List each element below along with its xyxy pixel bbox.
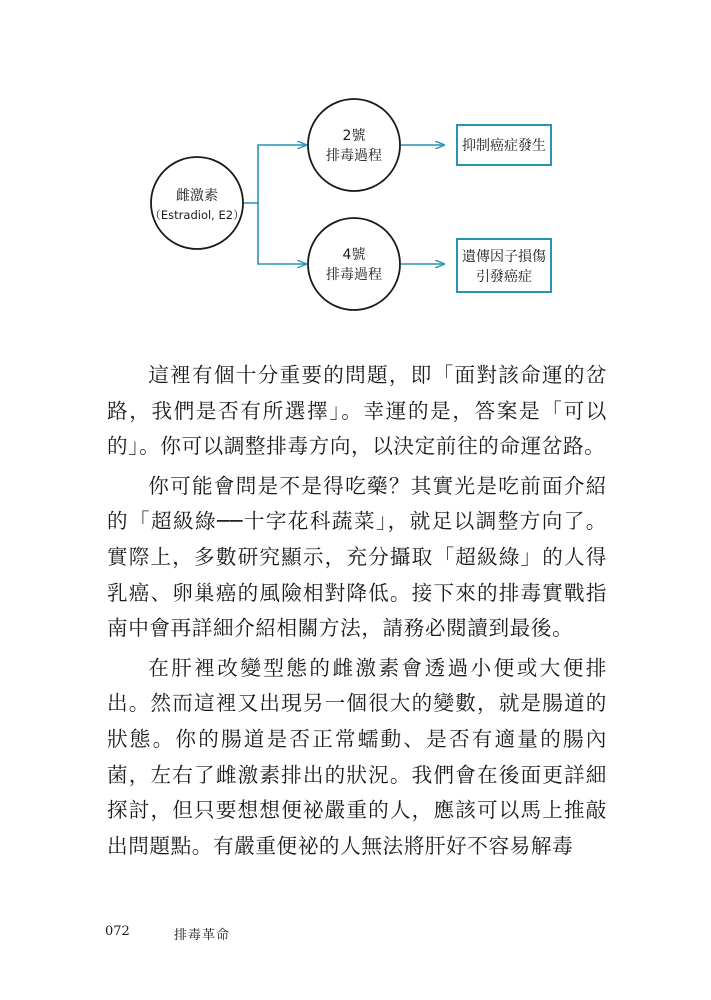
arrow-source-to-top bbox=[243, 145, 306, 203]
paragraph-1: 這裡有個十分重要的問題，即「面對該命運的岔路，我們是否有所選擇」。幸運的是，答案是「可以的」。你可以調整排毒方向，以決定前往的命運岔路。 bbox=[107, 363, 607, 459]
process-bottom-line1: 4號 bbox=[342, 247, 366, 263]
result-top-label: 抑制癌症發生 bbox=[462, 138, 546, 154]
result-box-bottom bbox=[457, 239, 551, 292]
body-text bbox=[107, 358, 607, 864]
page-number: 072 bbox=[105, 924, 130, 939]
paragraph-3: 在肝裡改變型態的雌激素會透過小便或大便排出。然而這裡又出現另一個很大的變數，就是腸道的狀態。你的腸道是否正常蠕動、是否有適量的腸內菌，左右了雌激素排出的狀況。我們會在後面更詳細探討，但只要想想便祕嚴重的人，應該可以馬上推敲出問題點。有嚴重便祕的人無法將肝好不容易解毒 bbox=[107, 655, 607, 858]
process-top-line2: 排毒過程 bbox=[326, 148, 382, 164]
source-node bbox=[149, 157, 244, 249]
detox-pathway-diagram bbox=[0, 0, 711, 330]
process-top-circle bbox=[308, 99, 400, 191]
source-title: 雌激素 bbox=[176, 188, 218, 204]
process-bottom-line2: 排毒過程 bbox=[326, 267, 382, 283]
result-bottom-line1: 遺傳因子損傷 bbox=[462, 249, 546, 265]
process-top-line1: 2號 bbox=[342, 128, 366, 144]
source-subtitle: （Estradiol, E2） bbox=[149, 208, 245, 222]
result-bottom-line2: 引發癌症 bbox=[476, 269, 532, 285]
process-bottom-circle bbox=[308, 218, 400, 310]
result-box-top bbox=[457, 125, 551, 165]
book-title: 排毒革命 bbox=[174, 928, 231, 943]
paragraph-2: 你可能會問是不是得吃藥？其實光是吃前面介紹的「超級綠──十字花科蔬菜」，就足以調整方向了。實際上，多數研究顯示，充分攝取「超級綠」的人得乳癌、卵巢癌的風險相對降低。接下來的排毒實戰指南中會再詳細介紹相關方法，請務必閱讀到最後。 bbox=[107, 473, 607, 641]
process-node-bottom bbox=[308, 218, 400, 310]
process-node-top bbox=[308, 99, 400, 191]
arrow-source-to-bottom bbox=[258, 203, 306, 264]
